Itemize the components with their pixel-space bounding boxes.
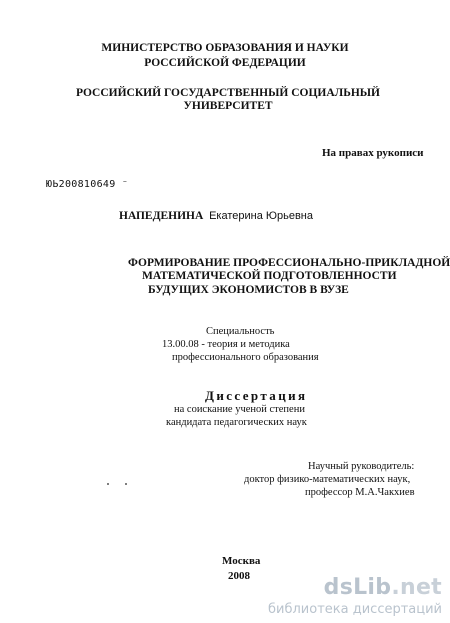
university-line-1: РОССИЙСКИЙ ГОСУДАРСТВЕННЫЙ СОЦИАЛЬНЫЙ xyxy=(76,87,380,99)
university-line-2: УНИВЕРСИТЕТ xyxy=(183,100,273,112)
advisor-name: профессор М.А.Чакхиев xyxy=(305,487,415,498)
author-name xyxy=(119,211,313,223)
scan-speck xyxy=(125,483,127,485)
ministry-line-1: МИНИСТЕРСТВО ОБРАЗОВАНИЯ И НАУКИ xyxy=(101,42,349,54)
specialty-field: профессионального образования xyxy=(172,352,319,363)
advisor-degree: доктор физико-математических наук, xyxy=(244,474,411,485)
archive-code: ЮЬ200810649 ⁻ xyxy=(46,179,129,190)
author-given-names: Екатерина Юрьевна xyxy=(209,210,313,222)
dissertation-degree-line-2: кандидата педагогических наук xyxy=(166,417,307,428)
year: 2008 xyxy=(228,570,250,582)
watermark-subtitle: библиотека диссертаций xyxy=(268,602,442,617)
title-line-3: БУДУЩИХ ЭКОНОМИСТОВ В ВУЗЕ xyxy=(148,284,349,296)
title-line-1: ФОРМИРОВАНИЕ ПРОФЕССИОНАЛЬНО-ПРИКЛАДНОЙ xyxy=(128,257,450,269)
title-line-2: МАТЕМАТИЧЕСКОЙ ПОДГОТОВЛЕННОСТИ xyxy=(142,270,397,282)
dissertation-degree-line-1: на соискание ученой степени xyxy=(174,404,305,415)
ministry-line-2: РОССИЙСКОЙ ФЕДЕРАЦИИ xyxy=(144,57,306,69)
rights-note: На правах рукописи xyxy=(322,147,424,159)
watermark-logo-main: dsLib xyxy=(323,575,392,600)
specialty-label: Специальность xyxy=(206,326,275,337)
scan-speck xyxy=(107,483,109,485)
watermark-logo-tld: .net xyxy=(391,575,442,600)
author-surname: НАПЕДЕНИНА xyxy=(119,210,204,222)
dissertation-heading: Диссертация xyxy=(205,388,308,403)
city: Москва xyxy=(222,555,261,567)
watermark-logo xyxy=(268,575,442,600)
watermark xyxy=(268,575,442,617)
specialty-code: 13.00.08 - теория и методика xyxy=(162,339,290,350)
advisor-label: Научный руководитель: xyxy=(308,461,415,472)
